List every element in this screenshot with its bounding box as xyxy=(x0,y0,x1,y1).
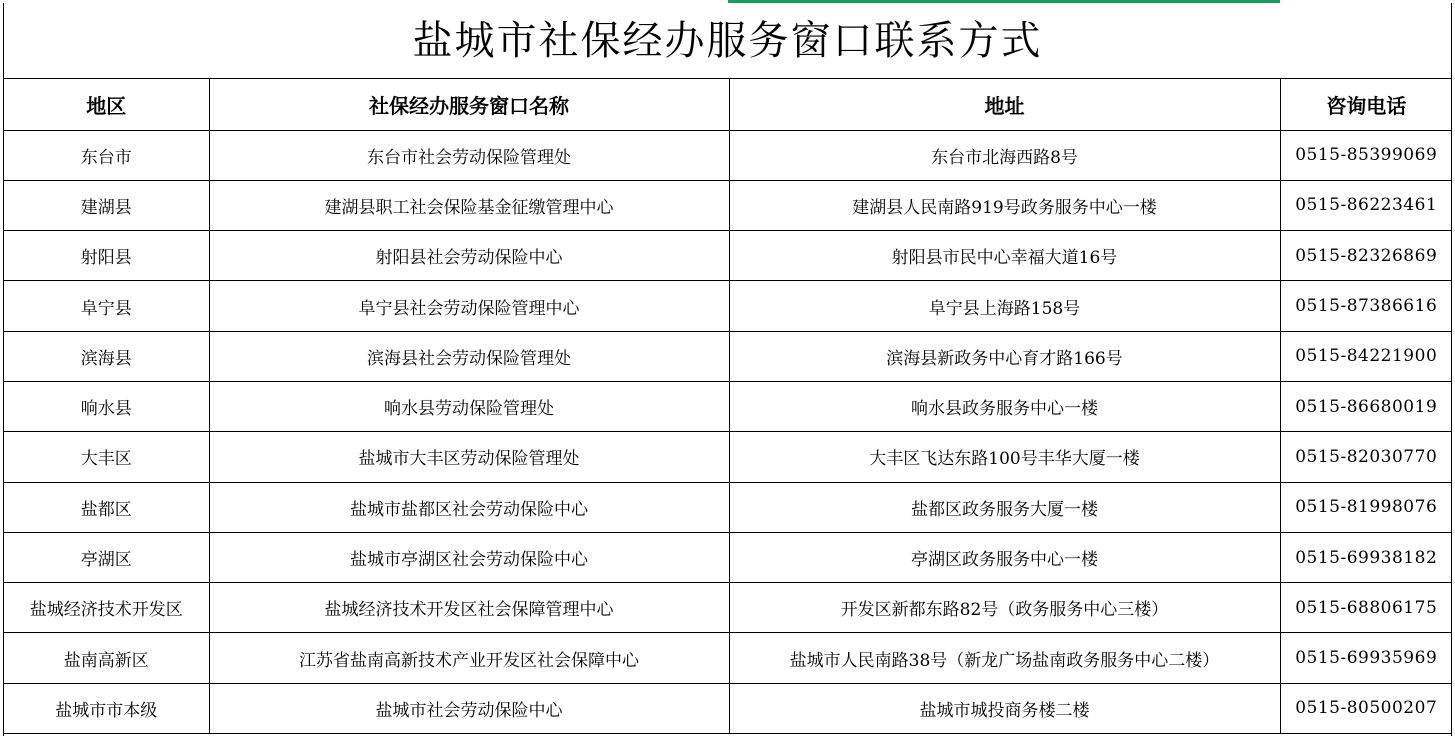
region-cell: 盐城经济技术开发区 xyxy=(4,583,209,633)
region-cell: 滨海县 xyxy=(4,331,209,381)
phone-cell: 0515-82326869 xyxy=(1280,231,1452,281)
name-cell: 盐城经济技术开发区社会保障管理中心 xyxy=(209,583,729,633)
table-row xyxy=(4,683,1452,733)
phone-cell: 0515-85399069 xyxy=(1280,130,1452,180)
name-cell: 响水县劳动保险管理处 xyxy=(209,381,729,431)
region-cell: 射阳县 xyxy=(4,231,209,281)
name-cell: 盐城市盐都区社会劳动保险中心 xyxy=(209,482,729,532)
page-title: 盐城市社保经办服务窗口联系方式 xyxy=(412,17,1043,64)
region-cell: 东台市 xyxy=(4,130,209,180)
address-cell: 阜宁县上海路158号 xyxy=(729,281,1280,331)
phone-cell: 0515-80500207 xyxy=(1280,683,1452,733)
table-row xyxy=(4,583,1452,633)
address-cell: 盐城市人民南路38号（新龙广场盐南政务服务中心二楼） xyxy=(729,633,1280,683)
address-cell: 开发区新都东路82号（政务服务中心三楼） xyxy=(729,583,1280,633)
header-region: 地区 xyxy=(4,79,209,130)
phone-cell: 0515-86680019 xyxy=(1280,381,1452,431)
address-cell: 响水县政务服务中心一楼 xyxy=(729,381,1280,431)
phone-cell: 0515-87386616 xyxy=(1280,281,1452,331)
address-cell: 滨海县新政务中心育才路166号 xyxy=(729,331,1280,381)
address-cell: 射阳县市民中心幸福大道16号 xyxy=(729,231,1280,281)
contact-table xyxy=(4,79,1452,734)
title-row xyxy=(4,3,1451,79)
table-row xyxy=(4,432,1452,482)
name-cell: 东台市社会劳动保险管理处 xyxy=(209,130,729,180)
address-cell: 亭湖区政务服务中心一楼 xyxy=(729,532,1280,582)
phone-cell: 0515-81998076 xyxy=(1280,482,1452,532)
table-row xyxy=(4,381,1452,431)
table-row xyxy=(4,231,1452,281)
header-name: 社保经办服务窗口名称 xyxy=(209,79,729,130)
region-cell: 大丰区 xyxy=(4,432,209,482)
region-cell: 盐南高新区 xyxy=(4,633,209,683)
table-row xyxy=(4,482,1452,532)
header-phone: 咨询电话 xyxy=(1280,79,1452,130)
table-row xyxy=(4,180,1452,230)
phone-cell: 0515-69935969 xyxy=(1280,633,1452,683)
name-cell: 建湖县职工社会保险基金征缴管理中心 xyxy=(209,180,729,230)
region-cell: 建湖县 xyxy=(4,180,209,230)
region-cell: 阜宁县 xyxy=(4,281,209,331)
address-cell: 盐都区政务服务大厦一楼 xyxy=(729,482,1280,532)
region-cell: 亭湖区 xyxy=(4,532,209,582)
table-row xyxy=(4,331,1452,381)
table-row xyxy=(4,281,1452,331)
region-cell: 盐都区 xyxy=(4,482,209,532)
table-row xyxy=(4,532,1452,582)
table-row xyxy=(4,130,1452,180)
name-cell: 阜宁县社会劳动保险管理中心 xyxy=(209,281,729,331)
phone-cell: 0515-68806175 xyxy=(1280,583,1452,633)
header-address: 地址 xyxy=(729,79,1280,130)
region-cell: 响水县 xyxy=(4,381,209,431)
name-cell: 盐城市社会劳动保险中心 xyxy=(209,683,729,733)
address-cell: 大丰区飞达东路100号丰华大厦一楼 xyxy=(729,432,1280,482)
name-cell: 盐城市亭湖区社会劳动保险中心 xyxy=(209,532,729,582)
address-cell: 建湖县人民南路919号政务服务中心一楼 xyxy=(729,180,1280,230)
name-cell: 盐城市大丰区劳动保险管理处 xyxy=(209,432,729,482)
table-row xyxy=(4,633,1452,683)
name-cell: 滨海县社会劳动保险管理处 xyxy=(209,331,729,381)
phone-cell: 0515-82030770 xyxy=(1280,432,1452,482)
region-cell: 盐城市市本级 xyxy=(4,683,209,733)
header-row xyxy=(4,79,1452,130)
name-cell: 射阳县社会劳动保险中心 xyxy=(209,231,729,281)
contact-sheet xyxy=(3,3,1452,736)
phone-cell: 0515-69938182 xyxy=(1280,532,1452,582)
phone-cell: 0515-86223461 xyxy=(1280,180,1452,230)
address-cell: 盐城市城投商务楼二楼 xyxy=(729,683,1280,733)
phone-cell: 0515-84221900 xyxy=(1280,331,1452,381)
name-cell: 江苏省盐南高新技术产业开发区社会保障中心 xyxy=(209,633,729,683)
address-cell: 东台市北海西路8号 xyxy=(729,130,1280,180)
